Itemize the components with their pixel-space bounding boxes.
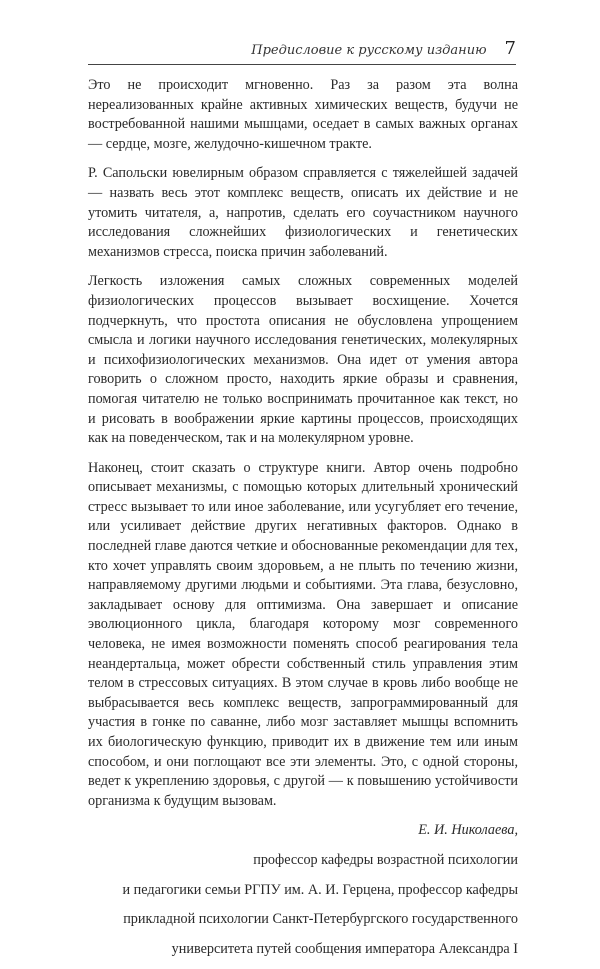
paragraph: Легкость изложения самых сложных современных моделей физиологических процессов вызывает восхищение. Хочется подчеркнуть, что простота описания не обусловлена упрощением смысла и логики научного исследования генетических, молекулярных и психофизиологических механизмов. Она идет от умения автора говорить о сложном просто, находить яркие образы и сравнения, помогая читателю не только воспринимать прочитанное как текст, но и рисовать в воображении яркие картины процессов, происходящих как на поведенческом, так и на молекулярном уровне.: [88, 273, 518, 447]
paragraph: Р. Сапольски ювелирным образом справляется с тяжелейшей задачей — назвать весь этот комплекс веществ, описать их действие и не утомить читателя, а, напротив, сделать его соучастником научного исследования сложнейших физиологических и генетических механизмов стресса, поиска причин заболеваний.: [88, 165, 518, 260]
paragraph: Это не происходит мгновенно. Раз за разом эта волна нереализованных крайне активных химических веществ, будучи не востребованной нашими мышцами, оседает в самых важных органах — сердце, мозге, желудочно-кишечном тракте.: [88, 77, 518, 152]
page-number: 7: [504, 38, 516, 59]
signature-title-line: прикладной психологии Санкт-Петербургского государственного: [123, 911, 518, 928]
paragraph: Наконец, стоит сказать о структуре книги. Автор очень подробно описывает механизмы, с помощью которых длительный хронический стресс вызывает то или иное заболевание, или усугубляет его течение, или усиливает действие других негативных факторов. Однако в последней главе даются четкие и обоснованные рекомендации для тех, кто хочет управлять своим здоровьем, а не плыть по течению жизни, направляемому другими людьми и событиями. Эта глава, безусловно, закладывает основу для оптимизма. Она завершает и описание эволюционного цикла, благодаря которому мозг современного человека, не имея возможности поменять способ реагирования тела неандертальца, может обрести собственный стиль управления этим телом в стрессовых ситуациях. В этом случае в кровь либо вообще не выбрасывается весь комплекс веществ, запрограммированный для участия в гонке по саванне, либо мозг заставляет мышцы вспомнить их биологическую функцию, приводит их в движение тем или иным способом, и они поглощают все эти элементы. Это, с одной стороны, ведет к укреплению здоровья, с другой — к повышению устойчивости организма к будущим вызовам.: [88, 459, 519, 809]
signature-title-line: профессор кафедры возрастной психологии: [253, 851, 518, 868]
signature-name: Е. И. Николаева,: [418, 822, 518, 839]
running-header-title: Предисловие к русскому изданию: [251, 43, 487, 58]
body-text: [88, 76, 518, 969]
signature-title-line: университета путей сообщения императора Александра I: [171, 940, 518, 957]
running-header: [88, 38, 516, 65]
signature-title-line: и педагогики семьи РГПУ им. А. И. Герцена, профессор кафедры: [122, 881, 518, 898]
